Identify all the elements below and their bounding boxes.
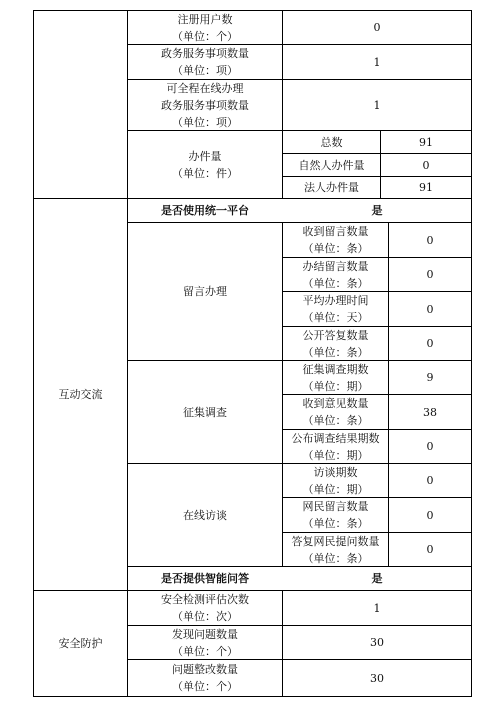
- value-text: 0: [426, 508, 434, 522]
- label-line: 公开答复数量: [302, 328, 369, 342]
- section-label-text: 安全防护: [58, 637, 103, 650]
- table-border-right: [471, 10, 472, 697]
- value-text: 0: [426, 337, 434, 350]
- label-line: 发现问题数量: [172, 627, 238, 641]
- value-text: 91: [419, 181, 433, 194]
- label-line: 收到留言数量: [302, 225, 369, 238]
- value-text: 0: [426, 440, 434, 453]
- unit-line: （单位：个）: [172, 29, 238, 43]
- value-text: 30: [370, 671, 384, 685]
- sub-label-results-published: [283, 430, 388, 463]
- value-issues-found: [283, 626, 471, 659]
- label-line: 是否使用统一平台: [161, 204, 249, 217]
- label-line: 政务服务事项数量: [161, 98, 249, 112]
- label-line: 平均办理时间: [302, 294, 369, 307]
- label-line: 收到意见数量: [302, 397, 369, 410]
- unit-line: （单位：条）: [302, 517, 369, 530]
- sub-label-average-time: [283, 292, 388, 326]
- value-interview-periods: [389, 464, 471, 497]
- unit-line: （单位：期）: [302, 482, 369, 496]
- value-average-time: [389, 292, 471, 326]
- value-text: 9: [426, 371, 434, 384]
- value-netizen-messages: [389, 498, 471, 532]
- value-text: 0: [426, 543, 434, 556]
- sub-label-total: [283, 131, 380, 153]
- row-label-online-items: [128, 80, 282, 130]
- row-label-unified-platform: [128, 199, 282, 222]
- value-results-published: [389, 430, 471, 463]
- label-line: 是否提供智能问答: [161, 572, 249, 585]
- table-border-bottom: [33, 696, 472, 697]
- row-label-security-checks: [128, 591, 282, 625]
- label-line: 办结留言数量: [302, 259, 369, 273]
- sub-label-answers: [283, 533, 388, 566]
- unit-line: （单位：个）: [172, 680, 238, 693]
- value-received-messages: [389, 223, 471, 257]
- label-line: 征集调查期数: [302, 362, 369, 376]
- value-answers: [389, 533, 471, 566]
- value-survey-periods: [389, 361, 471, 394]
- unit-line: （单位：条）: [302, 276, 369, 290]
- value-opinions-received: [389, 395, 471, 429]
- value-text: 0: [373, 21, 381, 34]
- sub-label-survey-periods: [283, 361, 388, 394]
- value-text: 0: [426, 302, 434, 316]
- sub-label-closed-messages: [283, 258, 388, 291]
- value-smart-qa: [283, 567, 471, 590]
- section-label-text: 互动交流: [58, 388, 103, 401]
- value-closed-messages: [389, 258, 471, 291]
- unit-line: （单位：天）: [302, 311, 369, 324]
- row-label-smart-qa: [128, 567, 282, 590]
- unit-line: （单位：期）: [302, 448, 369, 462]
- value-issues-fixed: [283, 660, 471, 696]
- sub-label-public-replies: [283, 327, 388, 360]
- label-line: 访谈期数: [313, 465, 358, 479]
- unit-line: （单位：个）: [172, 644, 238, 658]
- unit-line: （单位：项）: [172, 64, 238, 77]
- group-label-survey: [128, 361, 282, 463]
- value-total: [381, 131, 471, 153]
- unit-line: （单位：期）: [302, 379, 369, 393]
- label-line: 安全检测评估次数: [161, 593, 249, 606]
- row-label-gov-service-items: [128, 45, 282, 79]
- sub-label-received-messages: [283, 223, 388, 257]
- value-text: 38: [423, 405, 437, 419]
- label-line: 可全程在线办理: [166, 81, 244, 95]
- value-text: 0: [426, 233, 434, 247]
- unit-line: （单位：次）: [172, 610, 238, 623]
- sub-label-opinions-received: [283, 395, 388, 429]
- group-label-interview: [128, 464, 282, 566]
- row-label-issues-found: [128, 626, 282, 659]
- unit-line: （单位：条）: [302, 345, 369, 359]
- value-text: 1: [373, 98, 381, 112]
- sub-label-interview-periods: [283, 464, 388, 497]
- sub-label-natural-person: [283, 154, 380, 176]
- value-text: 30: [370, 636, 384, 649]
- group-label-messages: [128, 223, 282, 360]
- value-online-items: [283, 80, 471, 130]
- value-text: 0: [426, 268, 434, 281]
- sub-label-legal-person: [283, 177, 380, 198]
- label-line: 总数: [320, 135, 343, 149]
- value-public-replies: [389, 327, 471, 360]
- value-text: 91: [419, 135, 433, 149]
- value-legal-person: [381, 177, 471, 198]
- label-line: 征集调查: [183, 405, 227, 419]
- section-label-interact: [34, 199, 127, 590]
- value-registered-users: [283, 11, 471, 44]
- unit-line: （单位：件）: [172, 166, 238, 180]
- unit-line: （单位：条）: [302, 551, 369, 565]
- label-line: 办件量: [188, 149, 222, 163]
- value-natural-person: [381, 154, 471, 176]
- value-text: 1: [373, 55, 381, 69]
- label-line: 政务服务事项数量: [161, 47, 249, 60]
- row-label-case-volume: [128, 131, 282, 198]
- label-line: 法人办件量: [304, 181, 359, 194]
- row-label-registered-users: [128, 11, 282, 44]
- value-security-checks: [283, 591, 471, 625]
- unit-line: （单位：项）: [172, 115, 238, 129]
- value-text: 1: [373, 601, 381, 615]
- value-gov-service-items: [283, 45, 471, 79]
- label-line: 自然人办件量: [298, 158, 365, 172]
- sub-label-netizen-messages: [283, 498, 388, 532]
- unit-line: （单位：条）: [302, 242, 369, 255]
- value-text: 0: [422, 158, 430, 172]
- label-line: 在线访谈: [183, 508, 227, 522]
- label-line: 答复网民提问数量: [291, 534, 380, 548]
- row-label-issues-fixed: [128, 660, 282, 696]
- value-text: 0: [426, 474, 434, 487]
- label-line: 留言办理: [183, 285, 227, 298]
- label-line: 问题整改数量: [172, 663, 238, 676]
- label-line: 注册用户数: [177, 12, 233, 26]
- section-label-security: [34, 591, 127, 696]
- label-line: 网民留言数量: [302, 500, 369, 513]
- unit-line: （单位：条）: [302, 414, 369, 427]
- value-unified-platform: [283, 199, 471, 222]
- value-text: 是: [371, 204, 383, 217]
- label-line: 公布调查结果期数: [291, 431, 380, 445]
- value-text: 是: [371, 572, 383, 585]
